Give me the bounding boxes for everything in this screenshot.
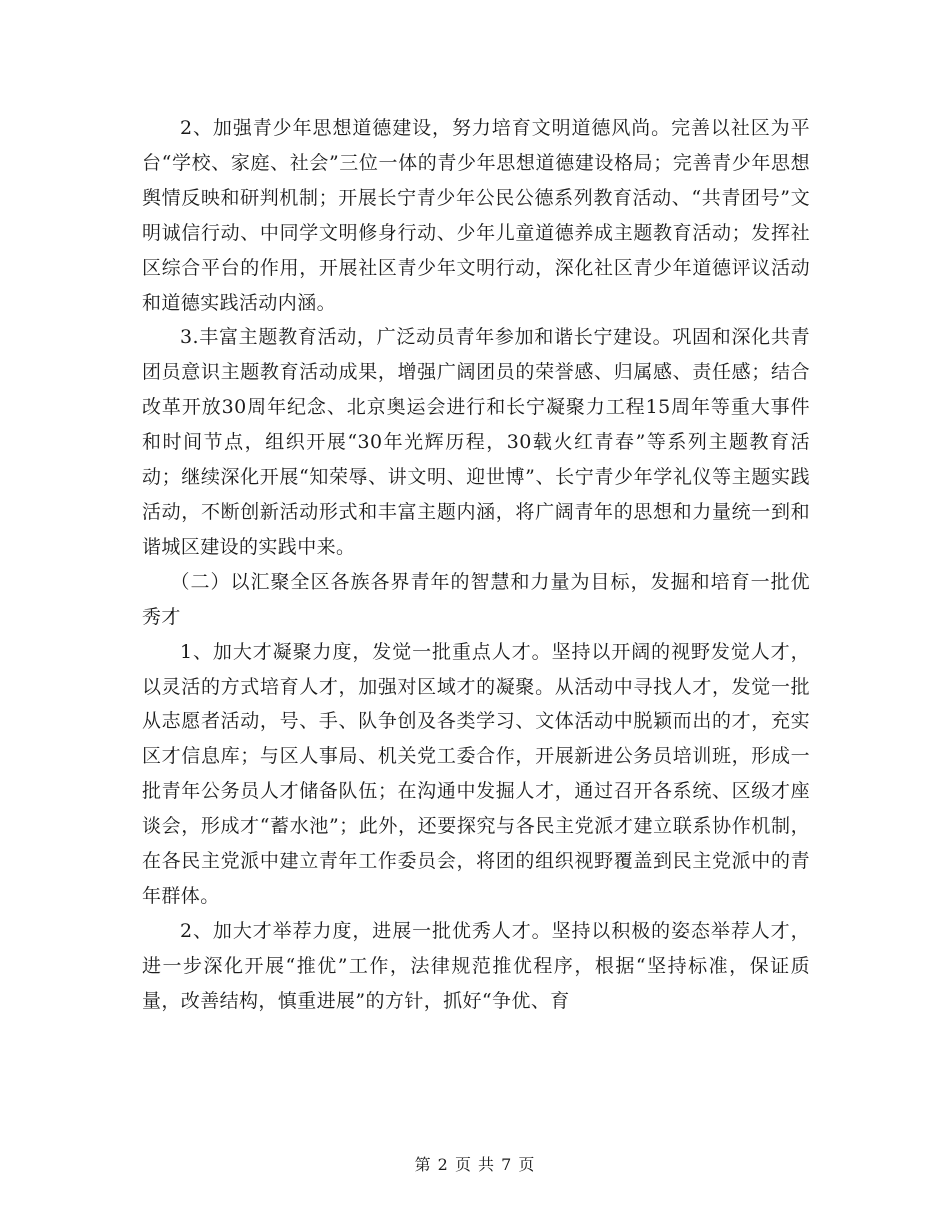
page-number-label: 第 2 页 共 7 页 <box>414 1155 536 1174</box>
paragraph-theme-education: 3.丰富主题教育活动，广泛动员青年参加和谐长宁建设。巩固和深化共青团员意识主题教育活动成果，增强广阔团员的荣誉感、归属感、责任感；结合改革开放30周年纪念、北京奥运会进行和长宁凝聚力工程15周年等重大事件和时间节点，组织开展“30年光辉历程，30载火红青春”等系列主题教育活动；继续深化开展“知荣辱、讲文明、迎世博”、长宁青少年学礼仪等主题实践活动，不断创新活动形式和丰富主题内涵，将广阔青年的思想和力量统一到和谐城区建设的实践中来。 <box>142 326 810 558</box>
document-body <box>142 111 810 1019</box>
section-heading-talent: （二）以汇聚全区各族各界青年的智慧和力量为目标，发掘和培育一批优秀才 <box>142 570 810 628</box>
paragraph-talent-recommendation: 2、加大才举荐力度，进展一批优秀人才。坚持以积极的姿态举荐人才，进一步深化开展“推优”工作，法律规范推优程序，根据“坚持标准，保证质量，改善结构，慎重进展”的方针，抓好“争优、育 <box>142 919 810 1012</box>
page-footer <box>0 1152 950 1175</box>
paragraph-moral-education: 2、加强青少年思想道德建设，努力培育文明道德风尚。完善以社区为平台“学校、家庭、社会”三位一体的青少年思想道德建设格局；完善青少年思想舆情反映和研判机制；开展长宁青少年公民公德系列教育活动、“共青团号”文明诚信行动、中同学文明修身行动、少年儿童道德养成主题教育活动；发挥社区综合平台的作用，开展社区青少年文明行动，深化社区青少年道德评议活动和道德实践活动内涵。 <box>142 117 810 314</box>
paragraph-talent-gathering: 1、加大才凝聚力度，发觉一批重点人才。坚持以开阔的视野发觉人才，以灵活的方式培育人才，加强对区域才的凝聚。从活动中寻找人才，发觉一批从志愿者活动，号、手、队争创及各类学习、文体活动中脱颖而出的才，充实区才信息库；与区人事局、机关党工委合作，开展新进公务员培训班，形成一批青年公务员人才储备队伍；在沟通中发掘人才，通过召开各系统、区级才座谈会，形成才“蓄水池”；此外，还要探究与各民主党派才建立联系协作机制，在各民主党派中建立青年工作委员会，将团的组织视野覆盖到民主党派中的青年群体。 <box>142 640 810 907</box>
